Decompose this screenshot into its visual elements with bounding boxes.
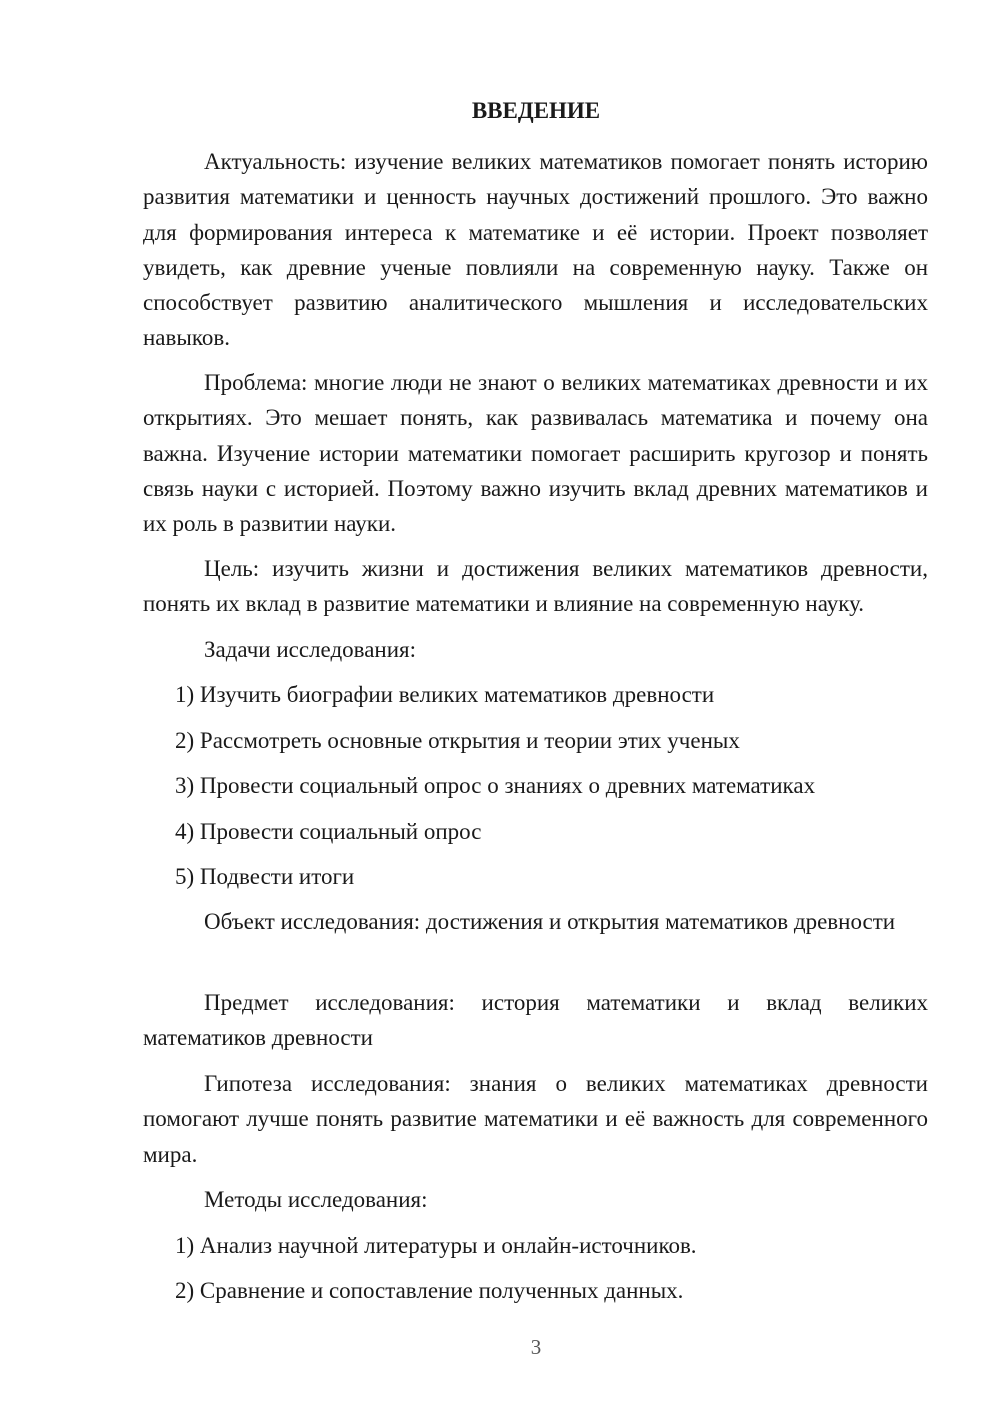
hypothesis-paragraph: Гипотеза исследования: знания о великих математиках древности помогают лучше понять развитие математики и её важность для современного мира. [143, 1071, 928, 1167]
task-item: 1) Изучить биографии великих математиков древности [175, 682, 715, 707]
tasks-heading: Задачи исследования: [204, 637, 417, 662]
task-item: 3) Провести социальный опрос о знаниях о древних математиках [175, 773, 816, 798]
method-item: 2) Сравнение и сопоставление полученных данных. [175, 1278, 684, 1303]
page-number: 3 [530, 1335, 542, 1359]
problem-paragraph: Проблема: многие люди не знают о великих математиках древности и их открытиях. Это мешает понять, как развивалась математика и почему она важна. Изучение истории математики помогает расширить кругозор и понять связь науки с историей. Поэтому важно изучить вклад древних математиков и их роль в развитии науки. [143, 370, 928, 537]
goal-paragraph: Цель: изучить жизни и достижения великих математиков древности, понять их вклад в развитие математики и влияние на современную науку. [143, 556, 928, 617]
subject-paragraph: Предмет исследования: история математики и вклад великих математиков древности [143, 990, 928, 1051]
methods-heading: Методы исследования: [204, 1187, 428, 1212]
relevance-paragraph: Актуальность: изучение великих математиков помогает понять историю развития математики и ценность научных достижений прошлого. Это важно для формирования интереса к математике и её истории. Проект позволяет увидеть, как древние ученые повлияли на современную науку. Также он способствует развитию аналитического мышления и исследовательских навыков. [143, 149, 928, 351]
object-paragraph: Объект исследования: достижения и открытия математиков древности [204, 909, 896, 934]
task-item: 5) Подвести итоги [175, 864, 355, 889]
method-item: 1) Анализ научной литературы и онлайн-источников. [175, 1233, 697, 1258]
task-item: 2) Рассмотреть основные открытия и теории этих ученых [175, 728, 740, 753]
task-item: 4) Провести социальный опрос [175, 819, 482, 844]
section-title: ВВЕДЕНИЕ [471, 98, 601, 123]
